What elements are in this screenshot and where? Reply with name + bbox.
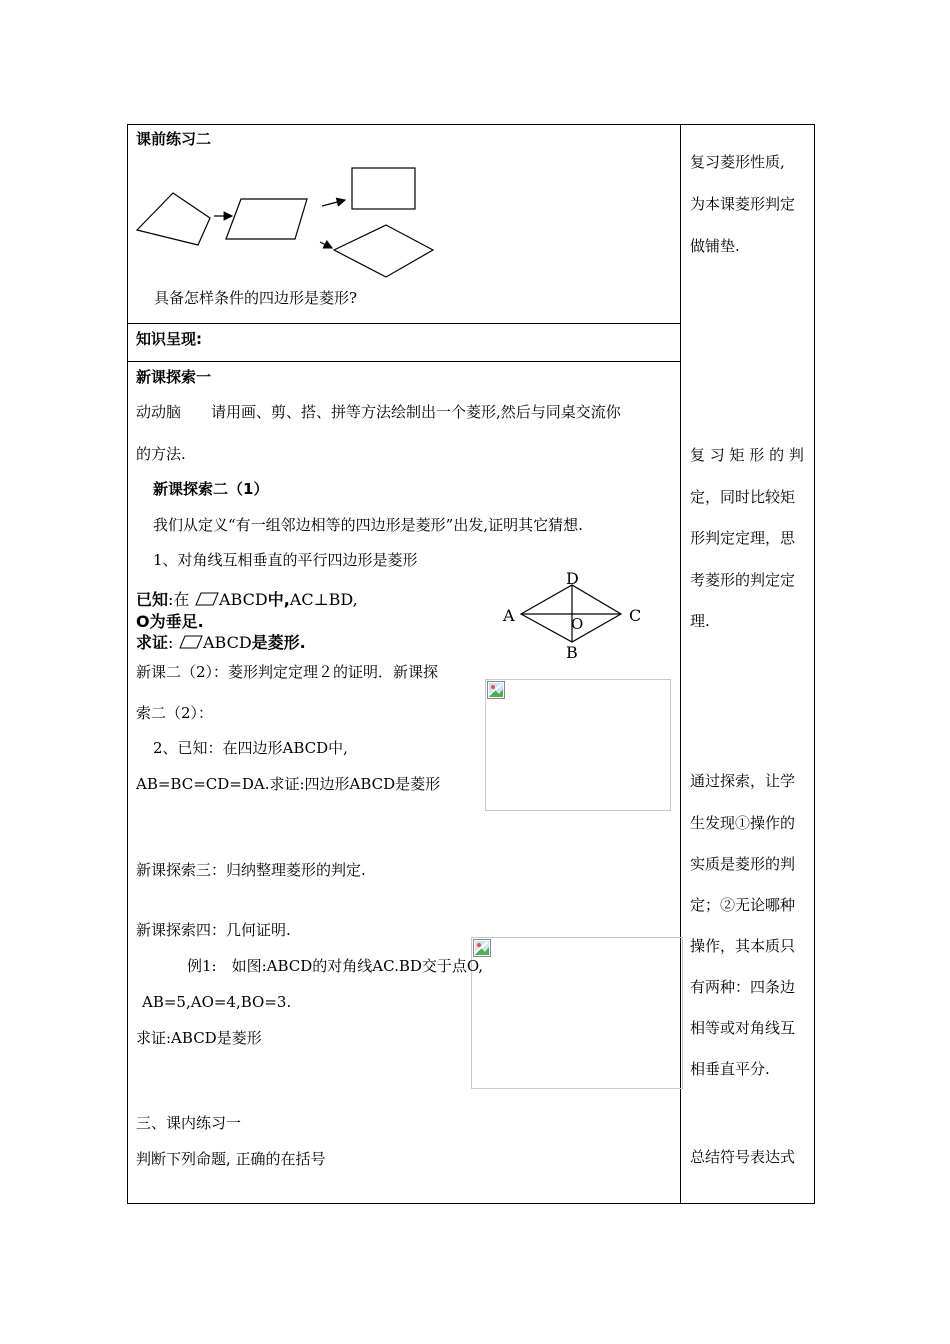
vertex-label-b: B [566,643,578,662]
table-top-border [127,124,815,125]
explore2-item1: 1、对角线互相垂直的平行四边形是菱形 [153,551,418,569]
explore1-line1: 动动脑 请用画、剪、搭、拼等方法绘制出一个菱形,然后与同桌交流你 [136,403,621,421]
table-right-border [814,124,815,1204]
item2-line2: AB=BC=CD=DA.求证:四边形ABCD是菱形 [136,775,441,793]
arrow-to-rectangle [322,200,345,206]
sidebar-note3-line5: 操作，其本质只 [690,937,796,955]
sidebar-note2-line1: 复 习 矩 形 的 判 [690,446,804,464]
given-label: 已知 [136,590,169,609]
sidebar-note3-line6: 有两种：四条边 [690,978,796,996]
pre-practice-question: 具备怎样条件的四边形是菱形? [154,289,358,307]
vertex-label-d: D [566,570,579,588]
quadrilateral-shape [137,193,210,245]
prove-colon: : [168,633,174,652]
sidebar-note3-line3: 实质是菱形的判 [690,855,796,873]
sidebar-note2-line3: 形判定定理，思 [690,529,796,547]
explore4: 新课探索四：几何证明. [136,921,291,939]
explore2-2-line2: 索二（2）： [136,704,214,722]
given-in: :在 [168,590,190,609]
practice-line1: 判断下列命题, 正确的在括号 [136,1150,326,1168]
sidebar-note2-line2: 定，同时比较矩 [690,488,796,506]
given-abcd: ABCD [219,590,268,609]
sidebar-note1-line3: 做铺垫. [690,237,740,255]
arrow-to-rhombus [320,242,332,248]
sidebar-note3-line1: 通过探索，让学 [690,772,796,790]
vertex-label-o: O [571,615,584,633]
explore2-title: 新课探索二（1） [153,480,269,498]
prove-abcd: ABCD [202,633,252,652]
broken-image-icon [487,681,505,699]
given-condition: AC⊥BD, [289,590,358,609]
row-divider-2 [127,361,681,362]
rectangle-shape [352,168,415,209]
prove-end: 是菱形. [251,633,306,652]
given-mid: 中, [267,590,290,609]
shapes-flow-diagram [130,160,450,285]
vertex-label-a: A [503,606,515,625]
table-bottom-border [127,1203,815,1204]
explore1-line2: 的方法. [136,445,186,463]
explore3: 新课探索三：归纳整理菱形的判定. [136,861,366,879]
example1-line1: 例1: 如图:ABCD的对角线AC.BD交于点O, [187,957,484,975]
broken-image-icon-2 [473,939,491,957]
prove-line [136,630,306,653]
given-line [136,587,358,610]
row-divider-1 [127,323,681,324]
sidebar-note3-line4: 定；②无论哪种 [690,896,796,914]
explore2-2-line1: 新课二（2）：菱形判定定理２的证明．新课探 [136,663,439,681]
knowledge-title: 知识呈现: [136,330,202,348]
sidebar-note3-line8: 相垂直平分. [690,1060,770,1078]
parallelogram-shape [226,199,307,239]
practice-title: 三、课内练习一 [136,1114,242,1132]
prove-label: 求证 [136,633,169,652]
sidebar-note4: 总结符号表达式 [690,1148,796,1166]
sidebar-note2-line4: 考菱形的判定定 [690,571,796,589]
sidebar-note3-line7: 相等或对角线互 [690,1019,796,1037]
sidebar-note1-line2: 为本课菱形判定 [690,195,796,213]
parallelogram-symbol-icon-2 [179,635,203,649]
rhombus-abcd-diagram [495,570,650,662]
table-left-border [127,124,128,1204]
parallelogram-symbol-icon [195,592,219,606]
given-foot-line: O为垂足. [136,612,204,631]
sidebar-note1-line1: 复习菱形性质, [690,153,785,171]
image-placeholder-2 [471,937,683,1089]
example1-line3: 求证:ABCD是菱形 [136,1029,262,1047]
sidebar-note2-line5: 理. [690,612,710,630]
vertex-label-c: C [629,606,642,625]
explore1-title: 新课探索一 [136,368,212,386]
image-placeholder-1 [485,679,671,811]
rhombus-shape [334,225,433,277]
pre-practice-title: 课前练习二 [136,130,212,148]
sidebar-note3-line2: 生发现①操作的 [690,814,796,832]
item2-line1: 2、已知：在四边形ABCD中, [153,739,348,757]
example1-line2: AB=5,AO=4,BO=3. [142,993,292,1011]
explore2-intro: 我们从定义“有一组邻边相等的四边形是菱形”出发,证明其它猜想. [153,516,583,534]
